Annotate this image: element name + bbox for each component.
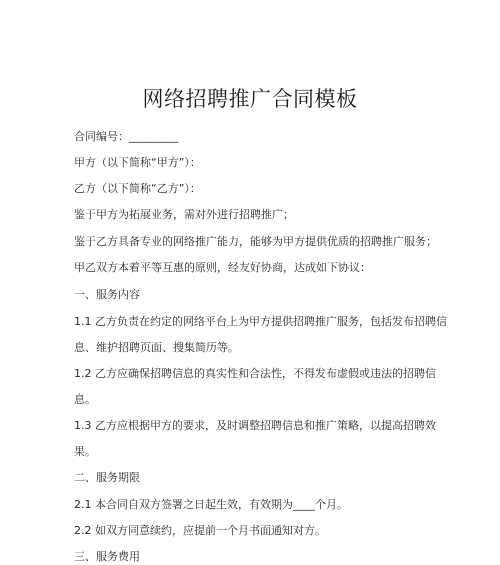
clause-2-1-line: 2.1 本合同自双方签署之日起生效，有效期为____个月。 <box>74 498 348 511</box>
section-heading-1: 一、服务内容 <box>74 288 140 301</box>
clause-1-2-line-1: 1.2 乙方应确保招聘信息的真实性和合法性，不得发布虚假或违法的招聘信 <box>74 367 436 380</box>
party-a-line: 甲方（以下简称“甲方”）： <box>74 156 201 169</box>
party-b-line: 乙方（以下简称“乙方”）： <box>74 182 201 195</box>
clause-1-1-line-2: 息、维护招聘页面、搜集简历等。 <box>74 341 239 354</box>
document-title: 网络招聘推广合同模板 <box>142 87 358 111</box>
recital-line-1: 鉴于甲方为拓展业务，需对外进行招聘推广； <box>74 208 294 221</box>
clause-1-2-line-2: 息。 <box>74 393 96 406</box>
section-heading-2: 二、服务期限 <box>74 471 140 484</box>
clause-2-2-line: 2.2 如双方同意续约，应提前一个月书面通知对方。 <box>74 524 326 537</box>
section-heading-3: 三、服务费用 <box>74 550 140 563</box>
contract-number-line: 合同编号：_________ <box>74 130 179 143</box>
recital-line-2: 鉴于乙方具备专业的网络推广能力，能够为甲方提供优质的招聘推广服务； <box>74 235 437 248</box>
agreement-intro-line: 甲乙双方本着平等互惠的原则，经友好协商，达成如下协议： <box>74 261 371 274</box>
clause-1-1-line-1: 1.1 乙方负责在约定的网络平台上为甲方提供招聘推广服务，包括发布招聘信 <box>74 315 447 328</box>
clause-1-3-line-2: 果。 <box>74 445 96 458</box>
clause-1-3-line-1: 1.3 乙方应根据甲方的要求，及时调整招聘信息和推广策略，以提高招聘效 <box>74 419 436 432</box>
